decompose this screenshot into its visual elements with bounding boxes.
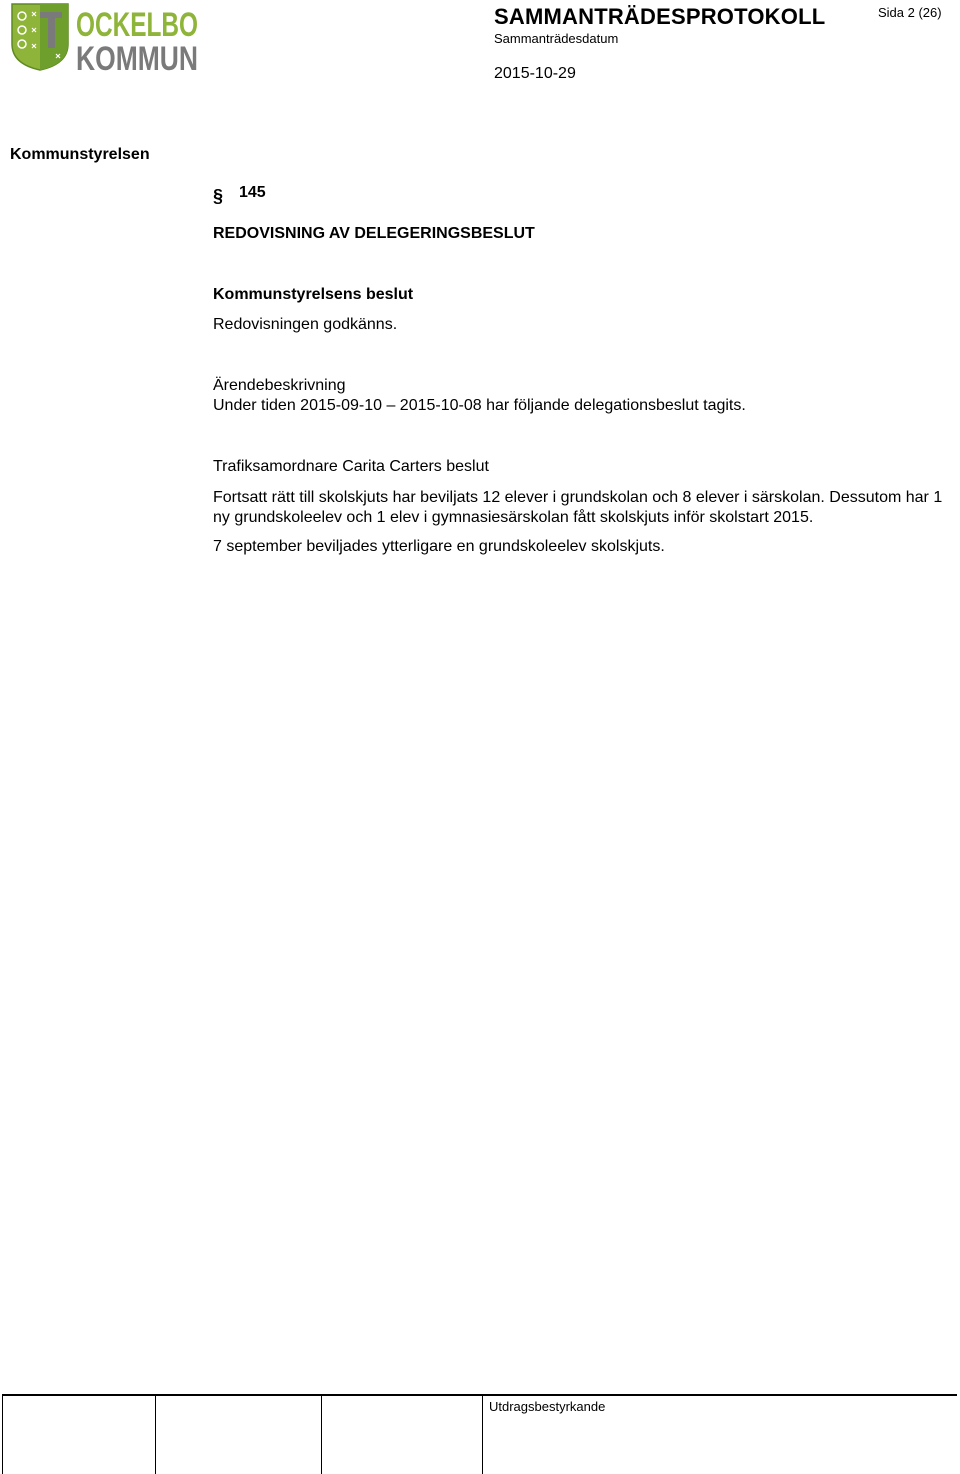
decision-heading: Kommunstyrelsens beslut [213,286,414,303]
section-text: Fortsatt rätt till skolskjuts har beviljats 12 elever i grundskolan och 8 elever i särskolan. Dessutom har 1 ny grundskoleelev och 1 elev i gymnasiesärskolan fått skolskjuts inför skolstart 2015. [213,489,943,526]
paragraph-number: 145 [239,184,266,201]
svg-text:KOMMUN: KOMMUN [76,40,198,78]
footer-signature-table [2,1394,957,1474]
document-title: SAMMANTRÄDESPROTOKOLL [494,4,826,29]
footer-cell [155,1396,156,1474]
paragraph-sign: § [213,186,224,206]
description-text: Under tiden 2015-09-10 – 2015-10-08 har följande delegationsbeslut tagits. [213,397,746,414]
decision-text: Redovisningen godkänns. [213,316,398,333]
item-heading: REDOVISNING AV DELEGERINGSBESLUT [213,225,535,242]
section-text-2: 7 september beviljades ytterligare en grundskoleelev skolskjuts. [213,538,665,555]
footer-cell [321,1396,322,1474]
footer-label: Utdragsbestyrkande [489,1399,606,1414]
ockelbo-coat-of-arms-icon [10,2,202,78]
meeting-date-label: Sammanträdesdatum [494,31,619,46]
page-number: Sida 2 (26) [878,5,942,20]
svg-text:OCKELBO: OCKELBO [76,6,198,44]
footer-cell [482,1396,483,1474]
description-heading: Ärendebeskrivning [213,377,346,394]
footer-cell [2,1396,3,1474]
municipality-logo [10,2,202,78]
committee-name: Kommunstyrelsen [10,146,150,163]
meeting-date-value: 2015-10-29 [494,65,576,82]
section-heading: Trafiksamordnare Carita Carters beslut [213,458,489,475]
